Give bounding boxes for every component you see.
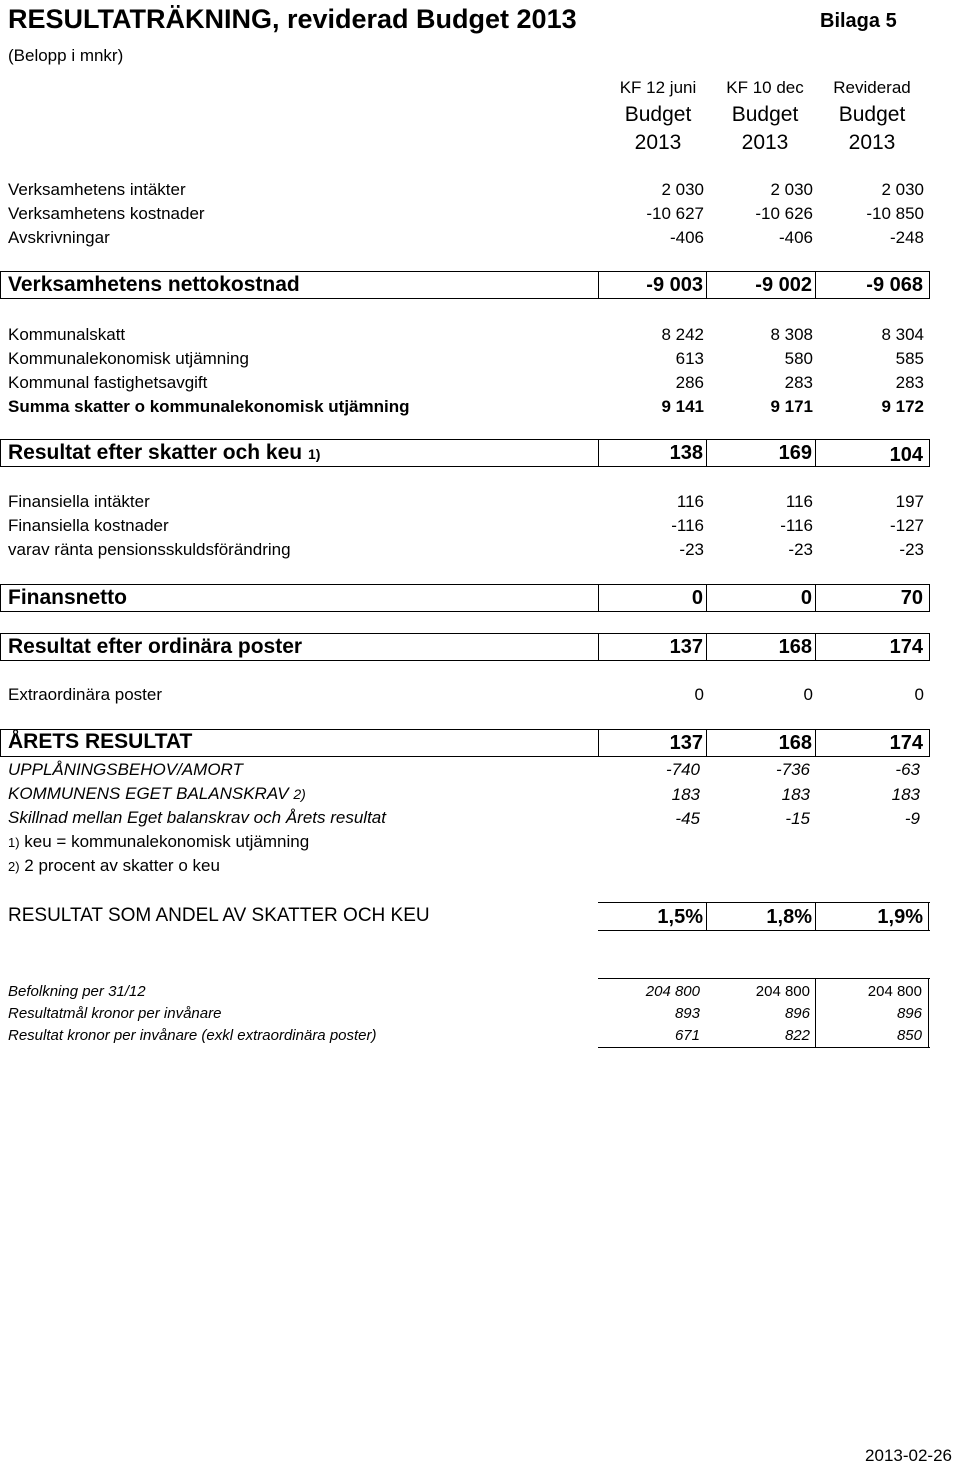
row-value: 8 242 [661,325,704,344]
row-value: -23 [679,540,704,559]
andel-top-line [598,902,930,903]
row-value: 0 [694,685,704,704]
col-separator [706,272,707,298]
row-label: Finansiella kostnader [8,516,169,535]
row-value: 0 [914,685,924,704]
row-value: 613 [675,349,704,368]
row-value: 204 800 [645,983,700,1000]
row-value: -23 [899,540,924,559]
row-value: 2 030 [881,180,924,199]
row-value: 585 [895,349,924,368]
row-value: 283 [895,373,924,392]
row-value: 0 [803,685,813,704]
col-header-2-line1: KF 10 dec [726,78,804,97]
andel-value: 1,8% [766,906,812,928]
row-value: -9 002 [755,274,812,296]
row-value: 9 141 [661,397,704,416]
row-value: 896 [784,1005,810,1022]
andel-label: RESULTAT SOM ANDEL AV SKATTER OCH KEU [8,905,430,926]
row-value: 580 [784,349,813,368]
row-label: Extraordinära poster [8,685,163,704]
row-value: 168 [778,636,812,658]
row-value: 204 800 [867,983,922,1000]
row-label: Finansiella intäkter [8,492,150,511]
andel-value: 1,5% [657,906,703,928]
col-separator [706,634,707,660]
row-value: 197 [895,492,924,511]
footnote-text: 2 procent av skatter o keu [24,856,220,875]
row-value: -63 [895,760,920,779]
row-value: 9 171 [770,397,813,416]
footnote-2 [8,856,220,876]
col-separator [815,903,816,930]
percapita-bottom-line [598,1047,930,1048]
row-label: Verksamhetens intäkter [8,180,186,199]
row-value: 893 [674,1005,700,1022]
footnote-marker: 2) [293,786,306,802]
footnote-marker: 1) [8,835,20,850]
col-separator [928,903,929,930]
row-label: UPPLÅNINGSBEHOV/AMORT [8,760,243,779]
col-header-2-line3: 2013 [741,131,789,154]
row-value: 2 030 [770,180,813,199]
col-separator [815,634,816,660]
col-header-1-line2: Budget [624,103,692,126]
box-separator [598,633,599,661]
row-value: -23 [788,540,813,559]
row-label: varav ränta pensionsskuldsförändring [8,540,291,559]
row-value: 286 [675,373,704,392]
row-value: -10 626 [755,204,813,223]
col-separator [815,440,816,466]
box-separator [598,729,599,757]
row-value: 137 [669,636,703,658]
row-value: -248 [889,228,924,247]
col-separator [815,730,816,756]
col-separator [706,440,707,466]
row-label: Befolkning per 31/12 [8,983,146,1000]
row-value: 8 308 [770,325,813,344]
row-value: 2 030 [661,180,704,199]
row-label: Verksamhetens kostnader [8,204,205,223]
row-label: Resultat efter skatter och keu [8,441,303,464]
row-value: -740 [665,760,700,779]
andel-bottom-line [598,930,930,931]
box-separator [598,584,599,612]
row-label: Skillnad mellan Eget balanskrav och Årets resultat [8,808,386,827]
col-header-2-line2: Budget [731,103,799,126]
row-value: 183 [671,785,700,804]
row-value: 0 [800,587,812,609]
row-value: -116 [671,516,704,535]
row-value: -736 [775,760,810,779]
row-value: 9 172 [881,397,924,416]
footnote-1 [8,832,309,852]
row-label-wrap [8,441,320,465]
row-value: 671 [674,1027,700,1044]
col-header-3-line2: Budget [838,103,906,126]
row-label: Summa skatter o kommunalekonomisk utjämning [8,397,410,416]
col-separator [706,585,707,611]
footer-date: 2013-02-26 [865,1446,952,1465]
col-header-1-line1: KF 12 juni [619,78,697,97]
row-value: -9 068 [866,274,923,296]
attachment-label: Bilaga 5 [820,10,897,32]
row-value: 174 [889,636,923,658]
row-value: -406 [669,228,704,247]
unit-note: (Belopp i mnkr) [8,46,124,65]
row-value: 204 800 [755,983,810,1000]
row-value: 850 [896,1027,922,1044]
row-label: Resultat kronor per invånare (exkl extraordinära poster) [8,1027,377,1044]
row-value: 168 [778,732,812,754]
row-label: KOMMUNENS EGET BALANSKRAV [8,784,289,803]
box-separator [598,439,599,467]
row-value: 174 [889,732,923,754]
row-label: Avskrivningar [8,228,110,247]
row-label: ÅRETS RESULTAT [8,730,193,753]
row-label: Kommunalekonomisk utjämning [8,349,249,368]
row-value: 183 [891,785,920,804]
row-value: 0 [691,587,703,609]
row-value: -116 [780,516,813,535]
row-label: Verksamhetens nettokostnad [8,273,300,296]
page-title: RESULTATRÄKNING, reviderad Budget 2013 [8,4,577,34]
col-separator [815,272,816,298]
row-value: 896 [896,1005,922,1022]
row-label: Kommunal fastighetsavgift [8,373,208,392]
row-value: -10 627 [646,204,704,223]
col-separator [706,730,707,756]
row-value: 283 [784,373,813,392]
row-label: Finansnetto [8,586,127,609]
row-value: -127 [889,516,924,535]
row-value: -406 [778,228,813,247]
col-header-3-line3: 2013 [848,131,896,154]
row-value: 104 [889,444,923,466]
row-value: -15 [785,809,810,828]
col-header-1-line3: 2013 [634,131,682,154]
col-separator [706,903,707,930]
row-value: 137 [669,732,703,754]
andel-value: 1,9% [877,906,923,928]
row-value: 138 [669,442,703,464]
percapita-top-line [598,978,930,979]
row-value: -10 850 [866,204,924,223]
row-value: 116 [785,492,813,511]
row-value: 169 [778,442,812,464]
footnote-marker: 1) [307,446,321,462]
row-value: 70 [900,587,923,609]
col-header-3-line1: Reviderad [833,78,911,97]
row-value: 822 [784,1027,810,1044]
row-label-wrap [8,784,306,804]
row-value: -9 [904,809,920,828]
row-value: 116 [676,492,704,511]
row-label: Resultat efter ordinära poster [8,635,303,658]
row-value: -45 [675,809,700,828]
footnote-text: keu = kommunalekonomisk utjämning [24,832,310,851]
footnote-marker: 2) [8,859,20,874]
row-label: Kommunalskatt [8,325,126,344]
box-separator [598,271,599,299]
col-separator [928,979,929,1047]
col-separator [815,979,816,1047]
col-separator [815,585,816,611]
row-value: -9 003 [646,274,703,296]
row-label: Resultatmål kronor per invånare [8,1005,222,1022]
row-value: 8 304 [881,325,924,344]
row-value: 183 [781,785,810,804]
